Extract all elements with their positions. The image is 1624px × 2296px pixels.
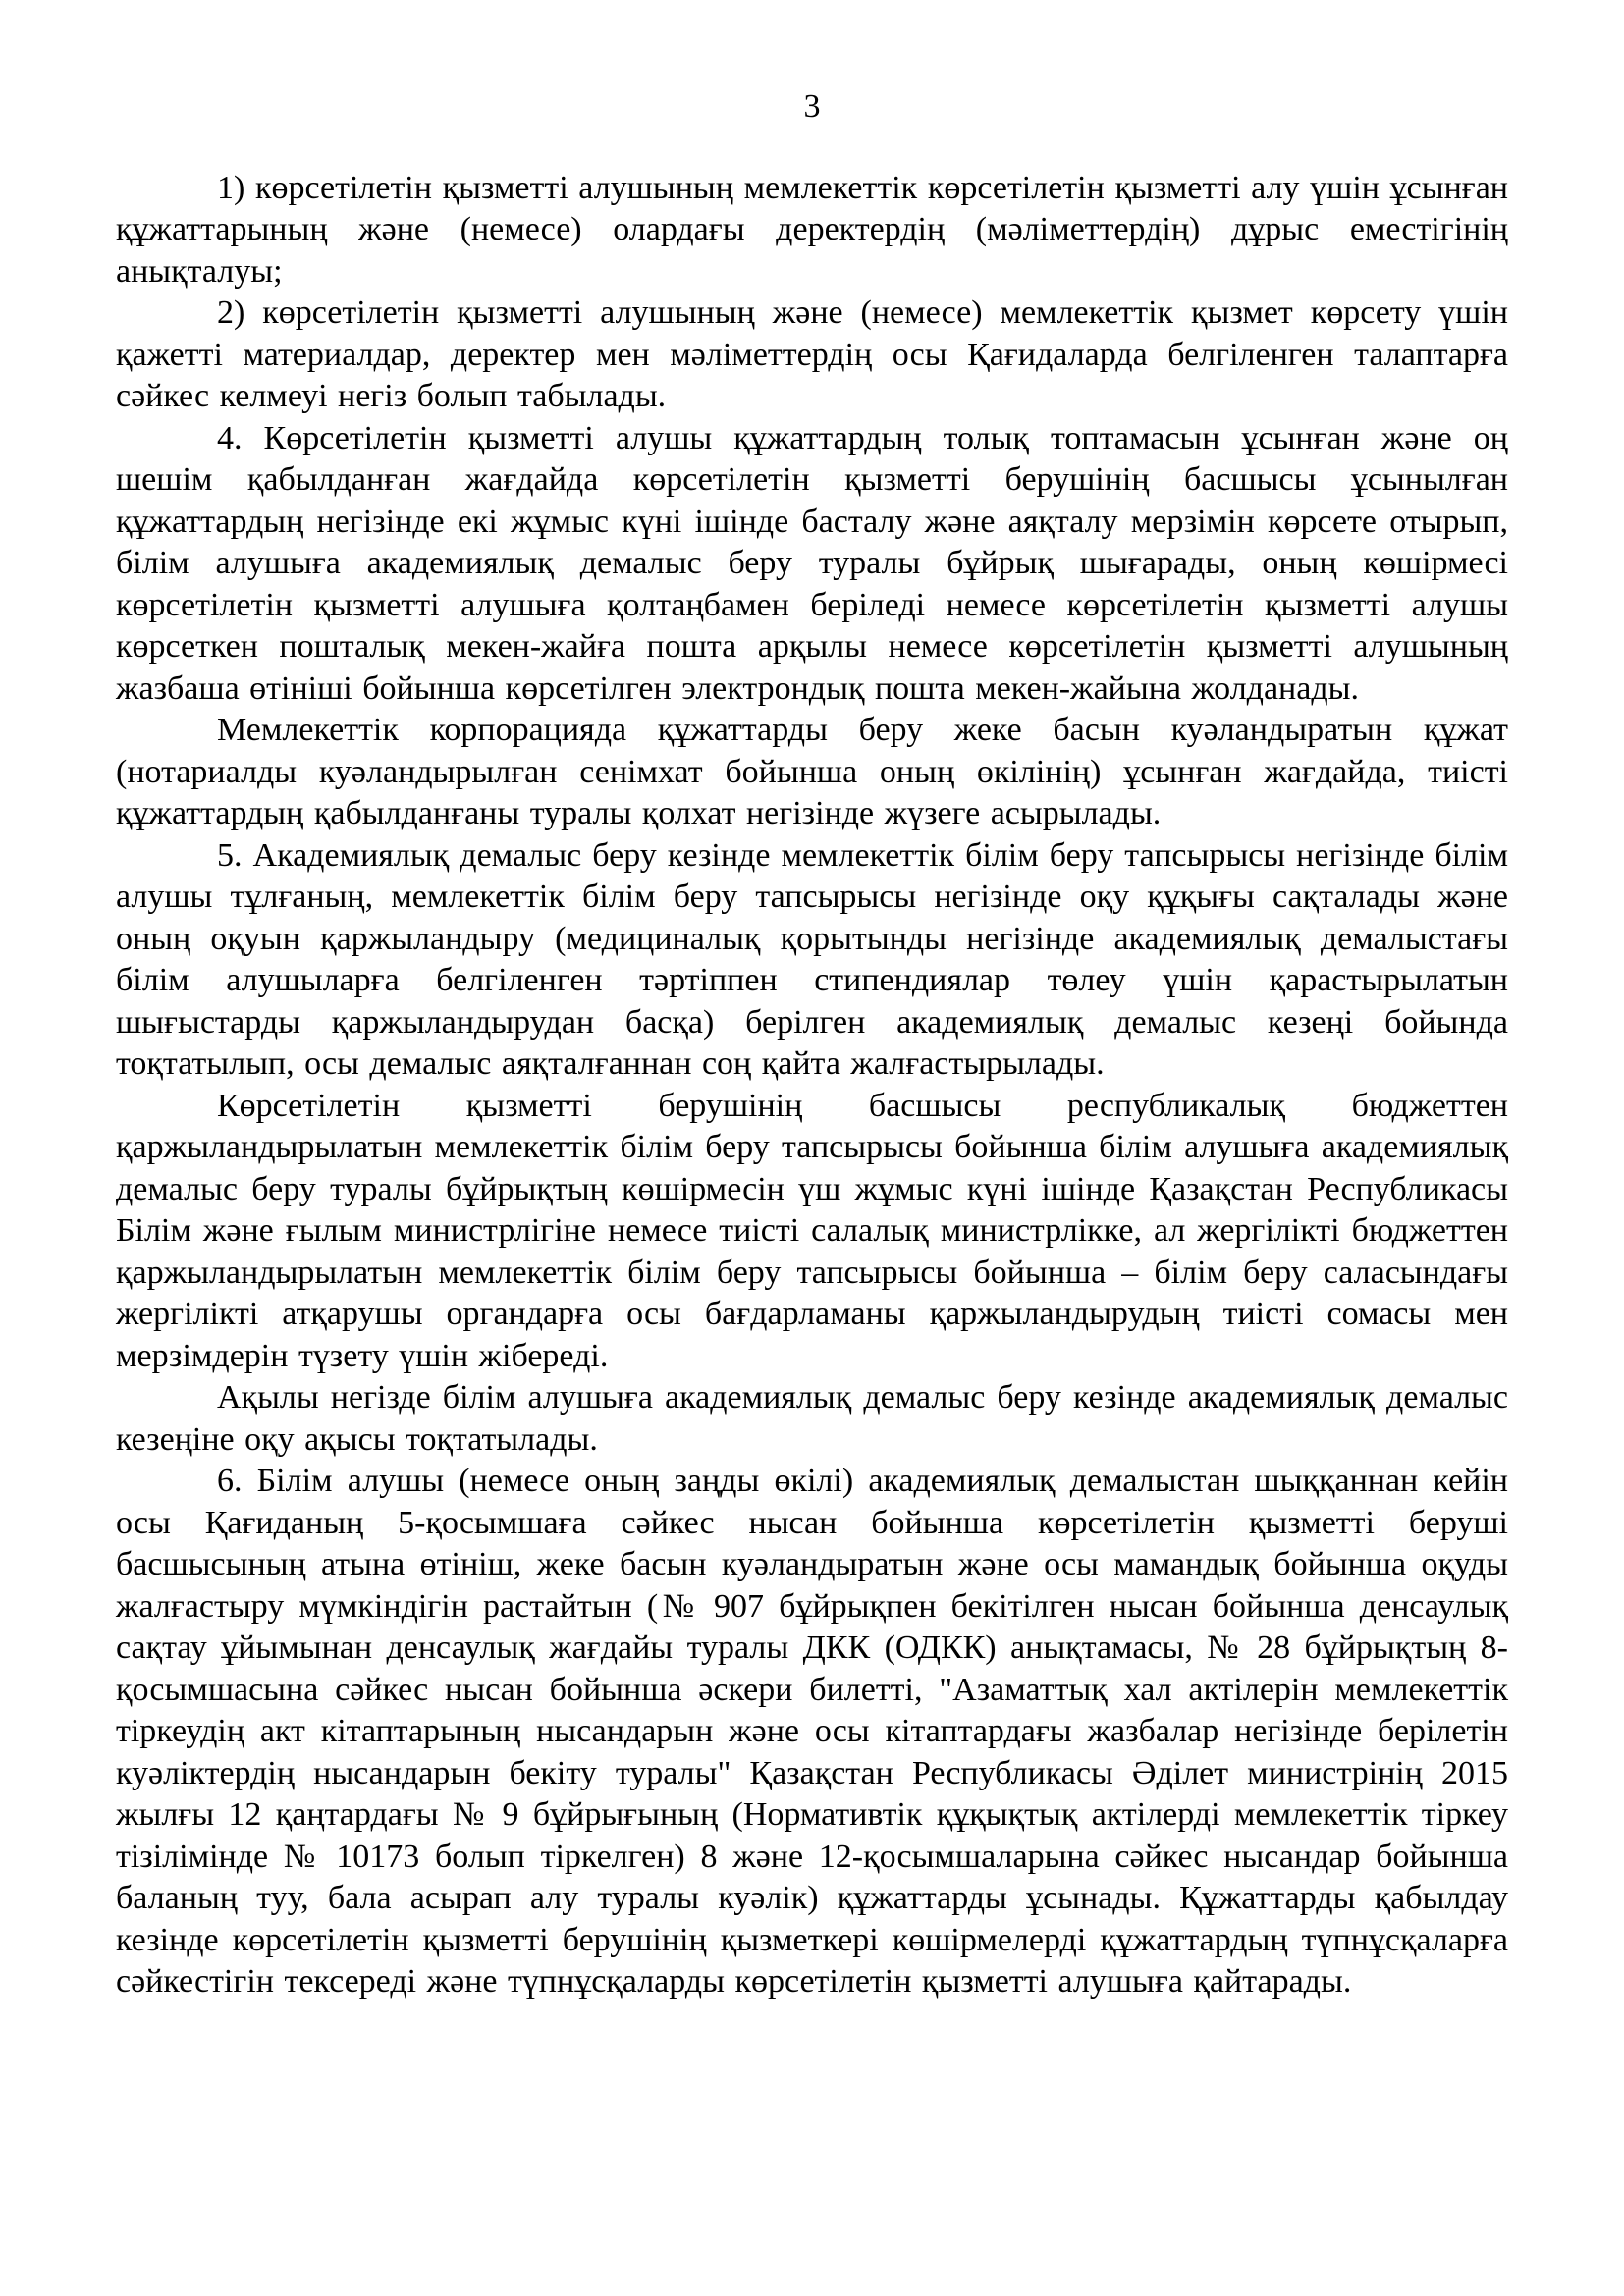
paragraph: 5. Академиялық демалыс беру кезінде мемлекеттік білім беру тапсырысы негізінде білім алушы тұлғаның, мемлекеттік білім беру тапсырысы негізінде оқу құқығы сақталады және оның оқуын қаржыландыру (медициналық қорытынды негізінде академиялық демалыстағы білім алушыларға белгіленген тәртіппен стипендиялар төлеу үшін қарастырылатын шығыстарды қаржыландырудан басқа) берілген академиялық демалыс кезеңі бойында тоқтатылып, осы демалыс аяқталғаннан соң қайта жалғастырылады. xyxy=(116,836,1508,1082)
paragraph: Көрсетілетін қызметті берушінің басшысы республикалық бюджеттен қаржыландырылатын мемлекеттік білім беру тапсырысы бойынша білім алушыға академиялық демалыс беру туралы бұйрықтың көшірмесін үш жұмыс күні ішінде Қазақстан Республикасы Білім және ғылым министрлігіне немесе тиісті салалық министрлікке, ал жергілікті бюджеттен қаржыландырылатын мемлекеттік білім беру тапсырысы бойынша – білім беру саласындағы жергілікті атқарушы органдарға осы бағдарламаны қаржыландырудың тиісті сомасы мен мерзімдерін түзету үшін жібереді. xyxy=(116,1087,1508,1374)
paragraph: 6. Білім алушы (немесе оның заңды өкілі) академиялық демалыстан шыққаннан кейін осы Қағиданың 5-қосымшаға сәйкес нысан бойынша көрсетілетін қызметті беруші басшысының атына өтініш, жеке басын куәландыратын және осы мамандық бойынша оқуды жалғастыру мүмкіндігін растайтын (№ 907 бұйрықпен бекітілген нысан бойынша денсаулық сақтау ұйымынан денсаулық жағдайы туралы ДКК (ОДКК) анықтамасы, № 28 бұйрықтың 8-қосымшасына сәйкес нысан бойынша әскери билетті, "Азаматтық хал актілерін мемлекеттік тіркеудің акт кітаптарының нысандарын және осы кітаптардағы жазбалар негізінде берілетін куәліктердің нысандарын бекіту туралы" Қазақстан Республикасы Әділет министрінің 2015 жылғы 12 қаңтардағы № 9 бұйрығының (Нормативтік құқықтық актілерді мемлекеттік тіркеу тізілімінде № 10173 болып тіркелген) 8 және 12-қосымшаларына сәйкес нысандар бойынша баланың туу, бала асырап алу туралы куәлік) құжаттарды ұсынады. Құжаттарды қабылдау кезінде көрсетілетін қызметті берушінің қызметкері көшірмелерді құжаттардың түпнұсқаларға сәйкестігін тексереді және түпнұсқаларды көрсетілетін қызметті алушыға қайтарады. xyxy=(116,1463,1508,2000)
paragraph: 1) көрсетілетін қызметті алушының мемлекеттік көрсетілетін қызметті алу үшін ұсынған құжаттарының және (немесе) олардағы деректердің (мәліметтердің) дұрыс еместігінің анықталуы; xyxy=(116,169,1508,290)
page-number: 3 xyxy=(803,88,821,125)
paragraph: Ақылы негізде білім алушыға академиялық демалыс беру кезінде академиялық демалыс кезеңіне оқу ақысы тоқтатылады. xyxy=(116,1379,1508,1458)
paragraph: Мемлекеттік корпорацияда құжаттарды беру жеке басын куәландыратын құжат (нотариалды куәландырылған сенімхат бойынша оның өкілінің) ұсынған жағдайда, тиісті құжаттардың қабылданғаны туралы қолхат негізінде жүзеге асырылады. xyxy=(116,712,1508,831)
paragraph: 2) көрсетілетін қызметті алушының және (немесе) мемлекеттік қызмет көрсету үшін қажетті материалдар, деректер мен мәліметтердің осы Қағидаларда белгіленген талаптарға сәйкес келмеуі негіз болып табылады. xyxy=(116,294,1508,414)
paragraph: 4. Көрсетілетін қызметті алушы құжаттардың толық топтамасын ұсынған және оң шешім қабылданған жағдайда көрсетілетін қызметті берушінің басшысы ұсынылған құжаттардың негізінде екі жұмыс күні ішінде басталу және аяқталу мерзімін көрсете отырып, білім алушыға академиялық демалыс беру туралы бұйрық шығарады, оның көшірмесі көрсетілетін қызметті алушыға қолтаңбамен беріледі немесе көрсетілетін қызметті алушы көрсеткен пошталық мекен-жайға пошта арқылы немесе көрсетілетін қызметті алушының жазбаша өтініші бойынша көрсетілген электрондық пошта мекен-жайына жолданады. xyxy=(116,419,1508,707)
document-body xyxy=(116,168,1508,2003)
